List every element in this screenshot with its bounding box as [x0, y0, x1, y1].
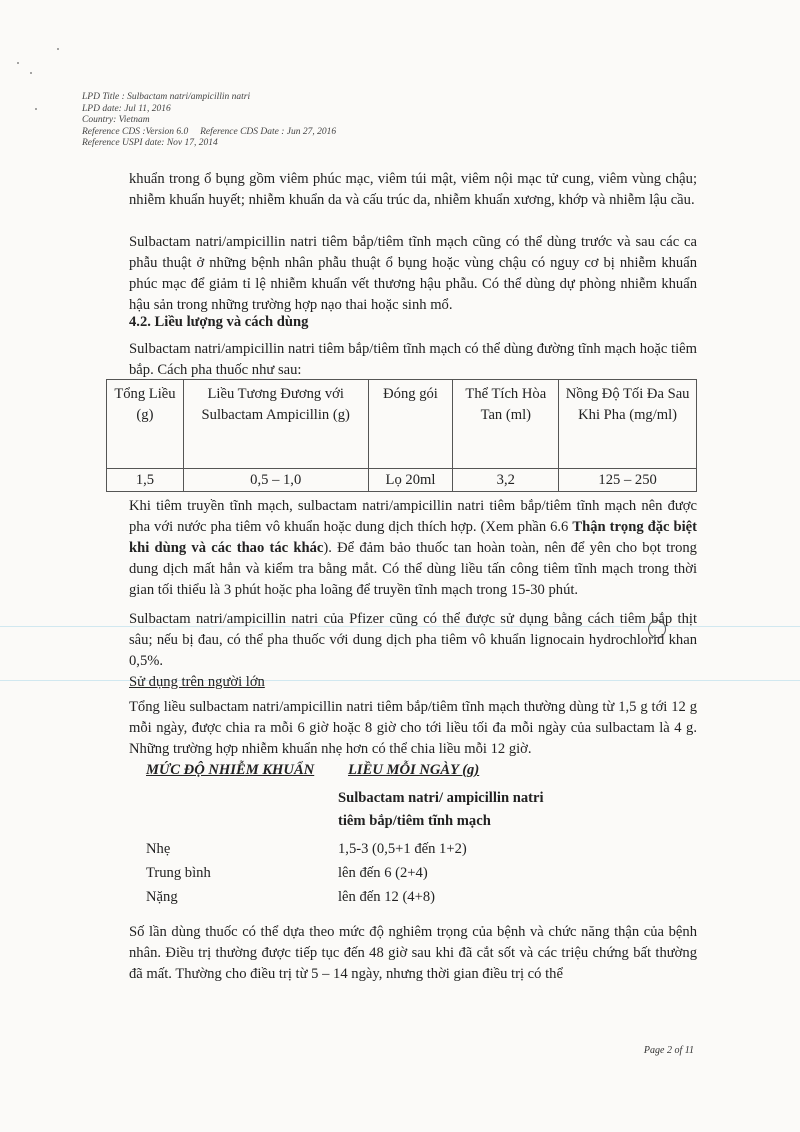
- scan-speck: [35, 108, 37, 110]
- dose-row-value: lên đến 12 (4+8): [338, 889, 435, 905]
- paragraph-iv-preparation: [129, 496, 697, 601]
- dose-row-label: Nặng: [146, 889, 178, 905]
- table-cell: 3,2: [453, 469, 559, 492]
- table-cell: Lọ 20ml: [368, 469, 453, 492]
- header-title: LPD Title : Sulbactam natri/ampicillin natri: [82, 92, 251, 102]
- table-cell: 1,5: [107, 469, 184, 492]
- paragraph-text: Khi tiêm truyền tĩnh mạch, sulbactam natri/ampicillin natri tiêm bắp/tiêm tĩnh mạch nên được pha với nước pha tiêm vô khuẩn hoặc dung dịch thích hợp. (Xem phần 6.6: [129, 498, 697, 535]
- dose-table-header-severity: MỨC ĐỘ NHIỄM KHUẨN: [146, 762, 315, 778]
- dose-table-subheader: tiêm bắp/tiêm tĩnh mạch: [338, 813, 491, 829]
- paragraph-surgery: Sulbactam natri/ampicillin natri tiêm bắp/tiêm tĩnh mạch cũng có thể dùng trước và sau các ca phẫu thuật ở những bệnh nhân phẫu thuật ổ bụng hoặc vùng chậu có nguy cơ bị nhiễm khuẩn phúc mạc để giảm tỉ lệ nhiễm khuẩn vết thương hậu phẫu. Có thể dùng dự phòng nhiễm khuẩn hậu sản trong những trường hợp nạo thai hoặc sinh mổ.: [129, 234, 697, 313]
- paragraph-im-use: Sulbactam natri/ampicillin natri của Pfizer cũng có thể được sử dụng bằng cách tiêm bắp thịt sâu; nếu bị đau, có thể pha thuốc với dung dịch pha tiêm vô khuẩn lignocain hydrochlorid khan 0,5%.: [129, 611, 697, 669]
- dose-table-subheader: Sulbactam natri/ ampicillin natri: [338, 790, 544, 806]
- scan-speck: [17, 62, 19, 64]
- paragraph-adult-dose: Tổng liều sulbactam natri/ampicillin natri tiêm bắp/tiêm tĩnh mạch thường dùng từ 1,5 g tới 12 g mỗi ngày, được chia ra mỗi 6 giờ hoặc 8 giờ cho tới liều tối đa mỗi ngày của sulbactam là 4 g. Những trường hợp nhiễm khuẩn nhẹ hơn có thể chia liều mỗi 12 giờ.: [129, 699, 697, 757]
- table-header-cell: Nồng Độ Tối Đa Sau Khi Pha (mg/ml): [559, 380, 697, 469]
- paragraph-text: ). Để đảm bảo thuốc tan hoàn toàn, nên để yên cho bọt trong dung dịch mất hẳn và kiểm tra bằng mắt. Có thể dùng liều tấn công tiêm tĩnh mạch trong thời gian tối thiểu là 3 phút hoặc pha loãng để truyền tĩnh mạch trong 15-30 phút.: [129, 540, 697, 598]
- table-cell: 125 – 250: [559, 469, 697, 492]
- table-header-cell: Thể Tích Hòa Tan (ml): [453, 380, 559, 469]
- cross-reference: Thận trọng đặc biệt khi dùng và các thao tác khác: [129, 519, 697, 556]
- dose-table-header-daily-dose: LIỀU MỖI NGÀY (g): [348, 762, 480, 778]
- dose-row-label: Trung bình: [146, 865, 211, 881]
- reconstitution-table: [106, 379, 697, 492]
- table-header-cell: Liều Tương Đương với Sulbactam Ampicillin (g): [183, 380, 368, 469]
- table-header-row: [107, 380, 697, 469]
- dose-row-label: Nhẹ: [146, 841, 171, 857]
- dose-row-value: lên đến 6 (2+4): [338, 865, 428, 881]
- section-heading: 4.2. Liều lượng và cách dùng: [129, 314, 309, 330]
- table-header-cell: Tổng Liều (g): [107, 380, 184, 469]
- subheading-adults: Sử dụng trên người lớn: [129, 674, 265, 690]
- table-cell: 0,5 – 1,0: [183, 469, 368, 492]
- scan-line: [0, 680, 800, 681]
- document-header: [82, 92, 336, 150]
- scan-speck: [57, 48, 59, 50]
- table-header-cell: Đóng gói: [368, 380, 453, 469]
- header-date: LPD date: Jul 11, 2016: [82, 103, 171, 114]
- paragraph-routes: Sulbactam natri/ampicillin natri tiêm bắp/tiêm tĩnh mạch có thể dùng đường tĩnh mạch hoặc tiêm bắp. Cách pha thuốc như sau:: [129, 341, 697, 378]
- header-country: Country: Vietnam: [82, 115, 150, 125]
- dose-row-value: 1,5-3 (0,5+1 đến 1+2): [338, 841, 467, 857]
- paragraph-duration: Số lần dùng thuốc có thể dựa theo mức độ nghiêm trọng của bệnh và chức năng thận của bệnh nhân. Điều trị thường được tiếp tục đến 48 giờ sau khi đã cắt sốt và các triệu chứng bất thường đã mất. Thường cho điều trị từ 5 – 14 ngày, nhưng thời gian điều trị có thể: [129, 924, 697, 982]
- scan-speck: [30, 72, 32, 74]
- header-reference-uspi: Reference USPI date: Nov 17, 2014: [82, 138, 218, 148]
- header-reference-cds: Reference CDS :Version 6.0 Reference CDS Date : Jun 27, 2016: [82, 126, 337, 137]
- pen-mark: [648, 620, 666, 638]
- paragraph-indications: khuẩn trong ổ bụng gồm viêm phúc mạc, viêm túi mật, viêm nội mạc tử cung, viêm vùng chậu; nhiễm khuẩn huyết; nhiễm khuẩn da và cấu trúc da, nhiễm khuẩn xương, khớp và nhiễm lậu cầu.: [129, 171, 697, 208]
- page-number: Page 2 of 11: [643, 1045, 694, 1056]
- table-row: [107, 469, 697, 492]
